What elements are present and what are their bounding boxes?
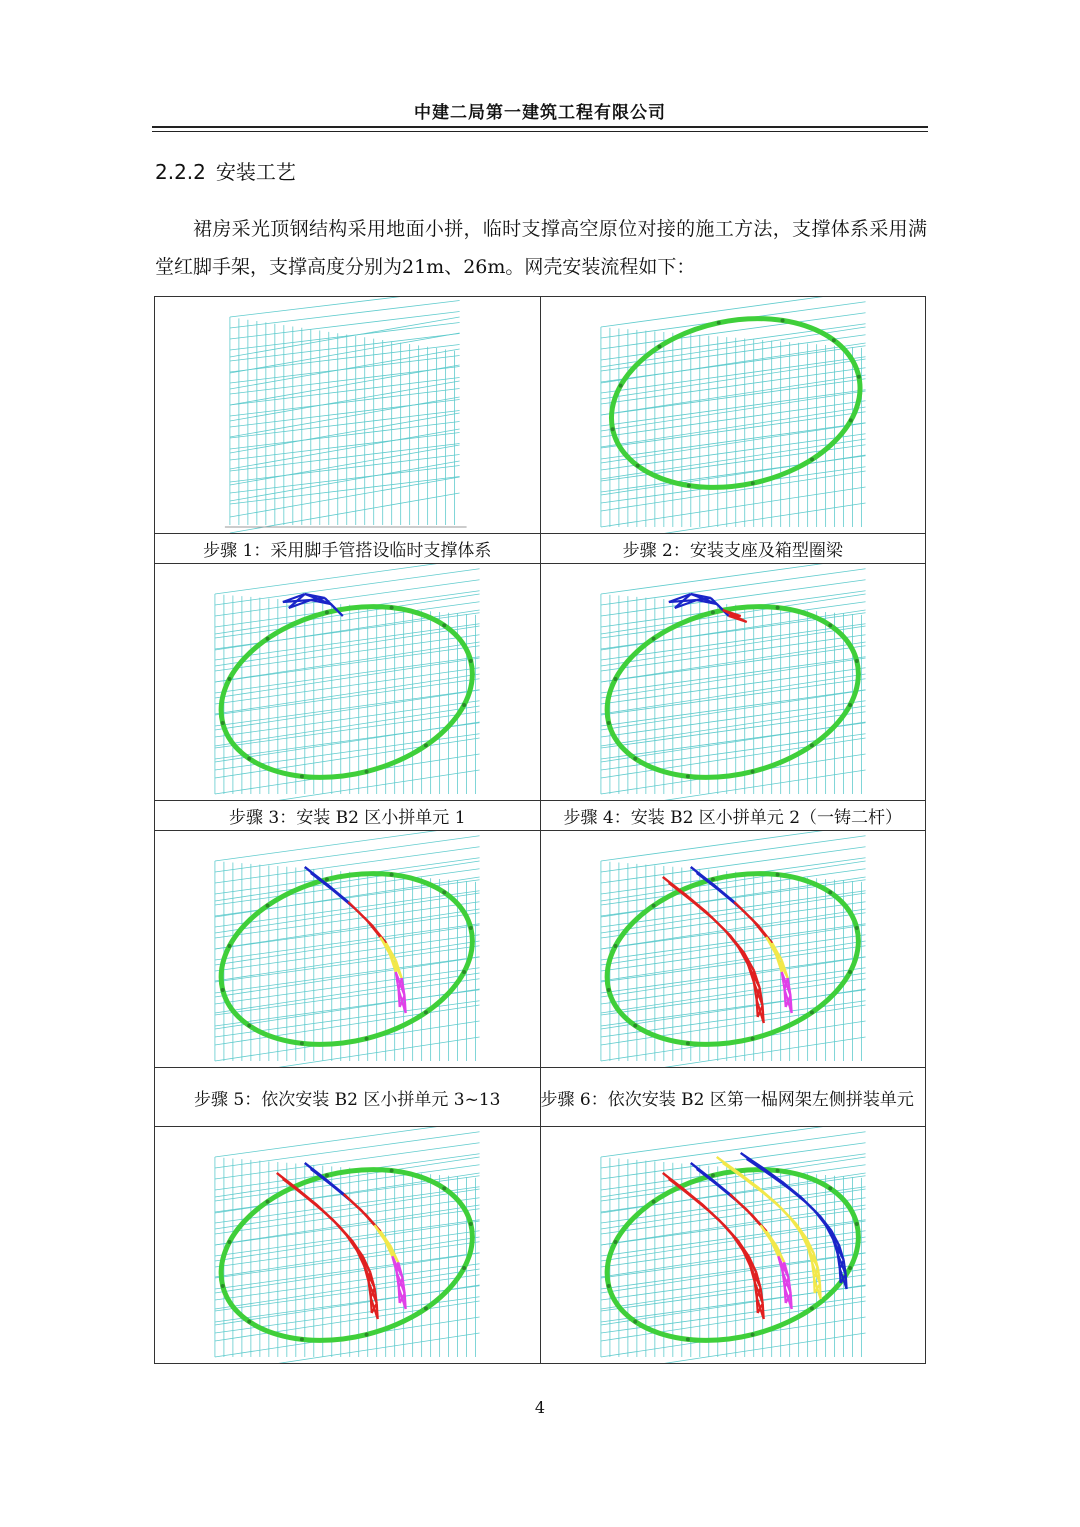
support-node (828, 1186, 832, 1190)
support-node (325, 877, 329, 881)
support-node (635, 464, 639, 468)
installation-steps-table (154, 296, 926, 1364)
header-rule-thick (152, 126, 928, 128)
support-node (685, 774, 689, 778)
support-node (390, 1169, 394, 1173)
step-2-figure (540, 297, 926, 534)
support-node (469, 659, 473, 663)
support-node (848, 418, 852, 422)
support-node (606, 1284, 610, 1288)
support-node (247, 1024, 251, 1028)
support-node (227, 677, 231, 681)
step-5-figure (155, 831, 541, 1068)
support-node (365, 1037, 369, 1041)
support-node (390, 873, 394, 877)
support-node (828, 890, 832, 894)
step-6-diagram (541, 831, 926, 1067)
support-node (775, 1169, 779, 1173)
support-node (227, 944, 231, 948)
support-node (710, 1173, 714, 1177)
support-node (325, 610, 329, 614)
support-node (848, 970, 852, 974)
support-node (300, 774, 304, 778)
step-6-figure (540, 831, 926, 1068)
support-node (633, 1320, 637, 1324)
support-node (462, 703, 466, 707)
step-3-caption: 步骤 3：安装 B2 区小拼单元 1 (155, 801, 541, 831)
support-node (750, 770, 754, 774)
section-heading (155, 156, 296, 185)
support-node (848, 1266, 852, 1270)
support-node (856, 375, 860, 379)
support-node (854, 926, 858, 930)
support-node (651, 637, 655, 641)
support-node (469, 1222, 473, 1226)
support-node (424, 743, 428, 747)
support-node (442, 1186, 446, 1190)
step-4-caption: 步骤 4：安装 B2 区小拼单元 2（一铸二杆） (540, 801, 926, 831)
support-node (300, 1041, 304, 1045)
support-node (716, 321, 720, 325)
page-number: 4 (534, 1398, 546, 1417)
step-5-diagram (155, 831, 540, 1067)
step-7-diagram (155, 1127, 540, 1363)
support-node (442, 890, 446, 894)
support-node (633, 757, 637, 761)
step-8-figure (540, 1127, 926, 1364)
support-node (828, 623, 832, 627)
support-node (633, 1024, 637, 1028)
support-node (685, 1337, 689, 1341)
support-node (442, 623, 446, 627)
step-3-figure (155, 564, 541, 801)
support-node (710, 610, 714, 614)
support-node (775, 606, 779, 610)
support-node (809, 1010, 813, 1014)
support-node (775, 873, 779, 877)
support-node (424, 1306, 428, 1310)
step-1-caption: 步骤 1：采用脚手管搭设临时支撑体系 (155, 534, 541, 564)
support-node (424, 1010, 428, 1014)
support-node (365, 770, 369, 774)
support-node (221, 721, 225, 725)
support-node (710, 877, 714, 881)
support-node (809, 1306, 813, 1310)
support-node (780, 318, 784, 322)
page-header: 中建二局第一建筑工程有限公司 (414, 103, 666, 123)
step-3-diagram (155, 564, 540, 800)
step-7-figure (155, 1127, 541, 1364)
support-node (610, 427, 614, 431)
step-4-diagram (541, 564, 926, 800)
step-1-figure (155, 297, 541, 534)
step-2-caption: 步骤 2：安装支座及箱型圈梁 (540, 534, 926, 564)
support-node (266, 637, 270, 641)
support-node (750, 1037, 754, 1041)
support-node (606, 721, 610, 725)
support-node (854, 1222, 858, 1226)
support-node (462, 970, 466, 974)
support-node (606, 988, 610, 992)
header-rule-thin (152, 131, 928, 132)
support-node (462, 1266, 466, 1270)
support-node (848, 703, 852, 707)
support-node (651, 1200, 655, 1204)
support-node (750, 1333, 754, 1337)
support-node (613, 677, 617, 681)
support-node (227, 1240, 231, 1244)
step-6-caption: 步骤 6：依次安装 B2 区第一榀网架左侧拼装单元 (540, 1068, 926, 1127)
support-node (300, 1337, 304, 1341)
support-node (247, 1320, 251, 1324)
section-title: 安装工艺 (215, 160, 296, 184)
section-number: 2.2.2 (155, 160, 206, 184)
support-node (266, 904, 270, 908)
support-node (810, 457, 814, 461)
support-node (221, 988, 225, 992)
step-1-diagram (155, 297, 540, 533)
support-node (365, 1333, 369, 1337)
support-node (221, 1284, 225, 1288)
intro-paragraph: 裙房采光顶钢结构采用地面小拼，临时支撑高空原位对接的施工方法，支撑体系采用满堂红脚手架，支撑高度分别为21m、26m。网壳安装流程如下： (155, 218, 927, 278)
support-node (390, 606, 394, 610)
support-node (325, 1173, 329, 1177)
step-8-diagram (541, 1127, 926, 1363)
support-node (686, 484, 690, 488)
support-node (854, 659, 858, 663)
step-2-diagram (541, 297, 926, 533)
support-node (266, 1200, 270, 1204)
support-node (613, 1240, 617, 1244)
support-node (618, 384, 622, 388)
support-node (651, 904, 655, 908)
support-node (809, 743, 813, 747)
step-4-figure (540, 564, 926, 801)
support-node (657, 345, 661, 349)
support-node (685, 1041, 689, 1045)
support-node (613, 944, 617, 948)
support-node (750, 481, 754, 485)
support-node (469, 926, 473, 930)
support-node (247, 757, 251, 761)
step-5-caption: 步骤 5：依次安装 B2 区小拼单元 3~13 (155, 1068, 541, 1127)
scaffold-grid (230, 297, 460, 533)
support-node (831, 338, 835, 342)
